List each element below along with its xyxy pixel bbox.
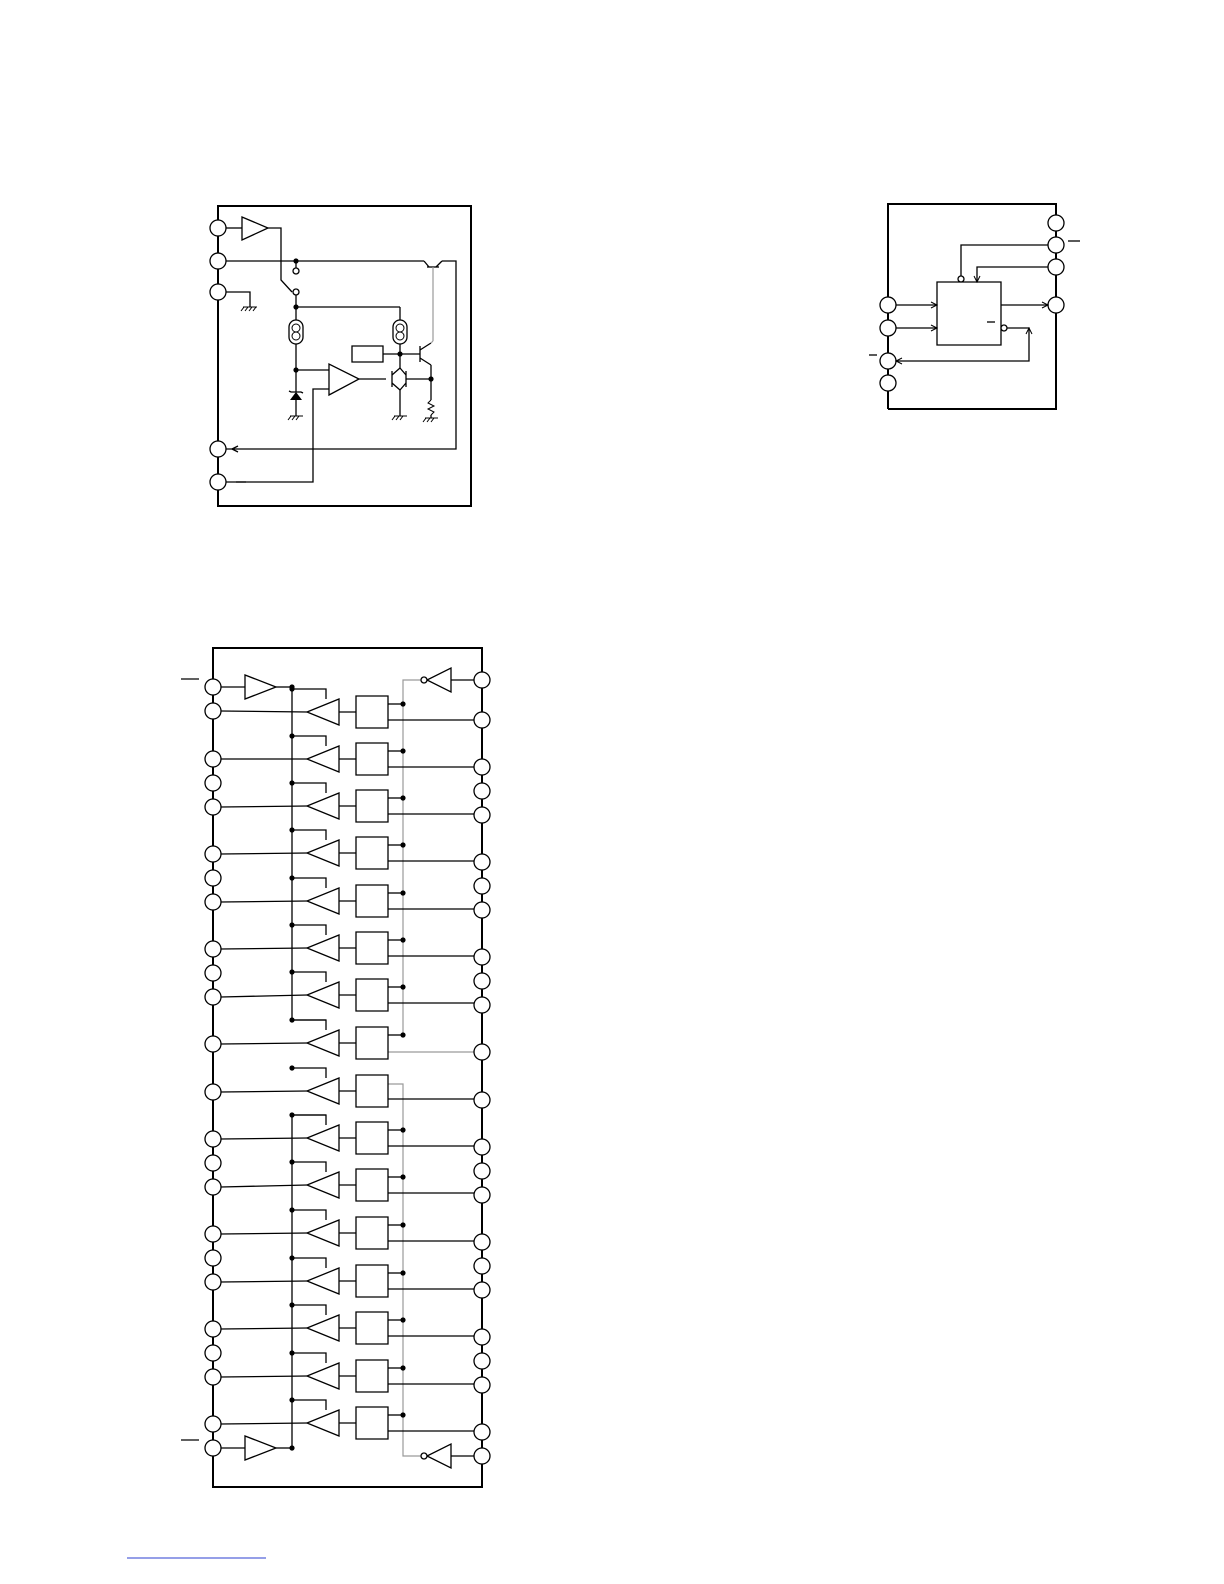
latch-box-icon	[356, 1312, 388, 1344]
right-pin-24	[474, 1448, 490, 1464]
wire	[403, 680, 422, 1037]
left-pin-22	[205, 1369, 221, 1385]
left-pin-15	[205, 1155, 221, 1171]
right-pin-17	[474, 1234, 490, 1250]
latch-box-icon	[356, 696, 388, 728]
junction-dot	[289, 1350, 294, 1355]
latch-box-icon	[356, 932, 388, 964]
wire	[221, 948, 307, 949]
buffer-amplifier-icon	[307, 1315, 339, 1341]
junction-dot	[289, 733, 294, 738]
junction-dot	[400, 1174, 405, 1179]
junction-dot	[400, 1412, 405, 1417]
latch-box-icon	[356, 790, 388, 822]
junction-dot	[289, 1207, 294, 1212]
left-pin-9	[205, 941, 221, 957]
left-pin-17	[205, 1226, 221, 1242]
junction-dot	[289, 780, 294, 785]
buffer-amplifier-icon	[307, 840, 339, 866]
buffer-amplifier-icon	[307, 935, 339, 961]
buffer-amplifier-icon	[329, 364, 359, 395]
right-pin-8	[474, 902, 490, 918]
wire	[221, 1376, 307, 1377]
buffer-amplifier-icon	[307, 1125, 339, 1151]
right-pin-6	[474, 854, 490, 870]
wire	[221, 901, 307, 902]
buffer-amplifier-icon	[245, 1436, 276, 1460]
junction-dot	[400, 701, 405, 706]
reg-pin-3	[210, 284, 226, 300]
latch-box-icon	[356, 979, 388, 1011]
driver-frame	[213, 648, 482, 1487]
latch-box-icon	[356, 743, 388, 775]
buffer-amplifier-icon	[307, 1078, 339, 1104]
transistor-icon	[424, 261, 442, 267]
inverter-bubble	[421, 1453, 427, 1459]
reference-box	[352, 346, 383, 362]
buffer-amplifier-icon	[307, 1268, 339, 1294]
right-pin-2	[474, 712, 490, 728]
zener-diode-icon	[289, 391, 303, 400]
left-pin-24	[205, 1440, 221, 1456]
wire	[221, 1281, 307, 1282]
reg-pin-1	[210, 220, 226, 236]
wire	[221, 995, 307, 997]
buffer-amplifier-icon	[307, 888, 339, 914]
junction-dot	[400, 1127, 405, 1132]
junction-dot	[400, 1365, 405, 1370]
right-pin-19	[474, 1282, 490, 1298]
junction-dot	[400, 1222, 405, 1227]
right-pin-23	[474, 1424, 490, 1440]
current-source-icon	[393, 320, 407, 344]
logic-pin-6	[880, 320, 896, 336]
latch-box-icon	[356, 1407, 388, 1439]
logic-pin-5	[880, 297, 896, 313]
left-pin-10	[205, 965, 221, 981]
left-pin-5	[205, 799, 221, 815]
buffer-amplifier-icon	[307, 1172, 339, 1198]
wire	[292, 830, 326, 840]
junction-dot	[400, 795, 405, 800]
wire	[292, 1162, 326, 1172]
left-pin-6	[205, 846, 221, 862]
left-pin-23	[205, 1416, 221, 1432]
left-pin-16	[205, 1179, 221, 1195]
wire	[292, 1400, 326, 1410]
left-pin-3	[205, 751, 221, 767]
right-pin-15	[474, 1163, 490, 1179]
regulator-frame	[218, 206, 471, 506]
junction-dot	[289, 922, 294, 927]
latch-box-icon	[356, 1027, 388, 1059]
junction-dot	[289, 875, 294, 880]
junction-dot	[400, 1032, 405, 1037]
wire	[221, 806, 307, 807]
right-pin-14	[474, 1139, 490, 1155]
junction-dot	[400, 890, 405, 895]
wire	[292, 1305, 326, 1315]
wire	[292, 736, 326, 746]
right-pin-13	[474, 1092, 490, 1108]
wire	[221, 1091, 307, 1092]
resistor-icon	[428, 400, 434, 415]
left-pin-2	[205, 703, 221, 719]
left-pin-14	[205, 1131, 221, 1147]
wire	[221, 1328, 307, 1329]
left-pin-4	[205, 775, 221, 791]
driver-array-block-diagram	[181, 648, 490, 1487]
left-pin-1	[205, 679, 221, 695]
junction-dot	[289, 686, 294, 691]
right-pin-7	[474, 878, 490, 894]
right-pin-11	[474, 997, 490, 1013]
right-pin-4	[474, 783, 490, 799]
junction-dot	[400, 748, 405, 753]
wire	[388, 1084, 422, 1456]
logic-gate-block-diagram	[869, 204, 1080, 409]
junction-dot	[400, 842, 405, 847]
junction-dot	[400, 984, 405, 989]
left-pin-12	[205, 1036, 221, 1052]
buffer-amplifier-icon	[307, 1030, 339, 1056]
buffer-amplifier-icon	[307, 1363, 339, 1389]
buffer-amplifier-icon	[307, 793, 339, 819]
right-pin-21	[474, 1353, 490, 1369]
wire	[221, 1043, 307, 1044]
wire	[292, 1020, 326, 1030]
logic-pin-1	[1048, 215, 1064, 231]
logic-pin-2	[1048, 237, 1064, 253]
left-pin-19	[205, 1274, 221, 1290]
junction-dot	[289, 1017, 294, 1022]
wire	[221, 711, 307, 712]
latch-box-icon	[356, 885, 388, 917]
reg-pin-5	[210, 474, 226, 490]
wire	[292, 1068, 326, 1078]
buffer-amplifier-icon	[307, 1410, 339, 1436]
left-pin-20	[205, 1321, 221, 1337]
right-pin-10	[474, 973, 490, 989]
logic-pin-3	[1048, 259, 1064, 275]
wire	[292, 1115, 326, 1125]
regulator-block-diagram	[210, 206, 471, 506]
wire	[292, 689, 326, 699]
wire	[221, 1185, 307, 1187]
wire	[221, 1233, 307, 1234]
buffer-amplifier-icon	[307, 982, 339, 1008]
junction-dot	[289, 969, 294, 974]
right-pin-16	[474, 1187, 490, 1203]
reg-pin-2	[210, 253, 226, 269]
right-pin-1	[474, 672, 490, 688]
left-pin-18	[205, 1250, 221, 1266]
latch-box-icon	[356, 1075, 388, 1107]
wire	[292, 783, 326, 793]
wire	[221, 1138, 307, 1139]
wire	[221, 853, 307, 854]
wire	[292, 878, 326, 888]
right-pin-9	[474, 949, 490, 965]
latch-box-icon	[356, 1217, 388, 1249]
buffer-amplifier-icon	[245, 675, 276, 699]
left-pin-7	[205, 870, 221, 886]
junction-dot	[289, 1445, 294, 1450]
latch-box-icon	[356, 1122, 388, 1154]
inverter-bubble	[421, 677, 427, 683]
junction-dot	[289, 827, 294, 832]
right-pin-22	[474, 1377, 490, 1393]
junction-dot	[400, 937, 405, 942]
left-pin-11	[205, 989, 221, 1005]
latch-box-icon	[356, 1169, 388, 1201]
right-pin-5	[474, 807, 490, 823]
switch-icon	[293, 268, 299, 274]
junction-dot	[289, 1159, 294, 1164]
left-pin-21	[205, 1345, 221, 1361]
logic-pin-4	[1048, 297, 1064, 313]
buffer-amplifier-icon	[242, 217, 268, 240]
logic-pin-7	[880, 353, 896, 369]
junction-dot	[400, 1317, 405, 1322]
reg-pin-4	[210, 441, 226, 457]
right-pin-3	[474, 759, 490, 775]
left-pin-13	[205, 1084, 221, 1100]
inverter-icon	[427, 1444, 451, 1468]
right-pin-18	[474, 1258, 490, 1274]
latch-box-icon	[356, 1360, 388, 1392]
junction-dot	[289, 1255, 294, 1260]
buffer-amplifier-icon	[307, 699, 339, 725]
transistor-icon	[392, 368, 406, 390]
wire	[221, 1423, 307, 1424]
latch-box-icon	[356, 1265, 388, 1297]
inverter-icon	[427, 668, 451, 692]
current-source-icon	[289, 320, 303, 344]
junction-dot	[400, 1270, 405, 1275]
wire	[292, 1210, 326, 1220]
wire	[292, 1353, 326, 1363]
logic-pin-8	[880, 375, 896, 391]
junction-dot	[289, 1302, 294, 1307]
junction-dot	[289, 1397, 294, 1402]
wire	[292, 925, 326, 935]
buffer-amplifier-icon	[307, 746, 339, 772]
left-pin-8	[205, 894, 221, 910]
buffer-amplifier-icon	[307, 1220, 339, 1246]
latch-box-icon	[356, 837, 388, 869]
right-pin-12	[474, 1044, 490, 1060]
junction-dot	[289, 1065, 294, 1070]
wire	[292, 1258, 326, 1268]
latch-box-icon	[937, 282, 1001, 345]
right-pin-20	[474, 1329, 490, 1345]
junction-dot	[289, 1112, 294, 1117]
wire	[292, 972, 326, 982]
transistor-icon	[420, 343, 431, 365]
